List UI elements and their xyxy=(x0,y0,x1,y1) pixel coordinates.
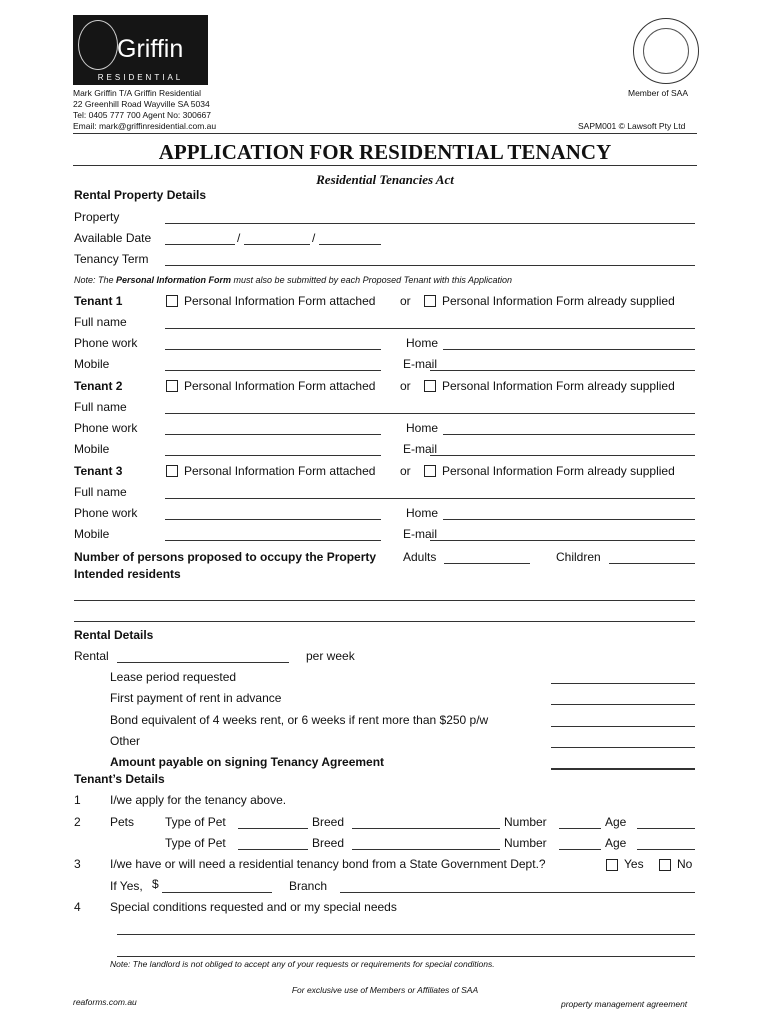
pif-note: Note: The Personal Information Form must also be submitted by each Proposed Tenant with this Application xyxy=(74,275,513,285)
email-label: E-mail xyxy=(403,442,438,456)
exclusive-use-note: For exclusive use of Members or Affiliates of SAA xyxy=(291,985,479,995)
type-of-pet-field[interactable] xyxy=(238,828,308,829)
pif-attached-label: Personal Information Form attached xyxy=(184,379,376,393)
type-of-pet-label: Type of Pet xyxy=(165,836,226,850)
bond-field[interactable] xyxy=(551,726,695,727)
item-number: 2 xyxy=(74,815,81,829)
agent-phone: Tel: 0405 777 700 Agent No: 300667 xyxy=(73,110,212,120)
first-payment-field[interactable] xyxy=(551,704,695,705)
phone-work-field[interactable] xyxy=(165,519,381,520)
full-name-field[interactable] xyxy=(165,498,695,499)
email-field[interactable] xyxy=(430,540,695,541)
dollar-sign: $ xyxy=(152,877,159,891)
apply-statement: I/we apply for the tenancy above. xyxy=(110,793,287,807)
age-field[interactable] xyxy=(637,828,695,829)
type-of-pet-field[interactable] xyxy=(238,849,308,850)
item-number: 4 xyxy=(74,900,81,914)
home-phone-field[interactable] xyxy=(443,434,695,435)
full-name-field[interactable] xyxy=(165,413,695,414)
footer-doc-name: property management agreement xyxy=(561,999,688,1009)
title-rule xyxy=(73,165,697,166)
tenants-details-heading: Tenant’s Details xyxy=(74,772,165,786)
yes-label: Yes xyxy=(624,857,644,871)
date-year-field[interactable] xyxy=(319,244,381,245)
intended-residents-field[interactable] xyxy=(74,600,695,601)
home-phone-label: Home xyxy=(406,421,439,435)
rental-details-heading: Rental Details xyxy=(74,628,154,642)
number-label: Number xyxy=(504,836,547,850)
or-label: or xyxy=(400,379,411,393)
or-label: or xyxy=(400,464,411,478)
available-date-label: Available Date xyxy=(74,231,152,245)
home-phone-field[interactable] xyxy=(443,349,695,350)
children-label: Children xyxy=(556,550,601,564)
first-payment-label: First payment of rent in advance xyxy=(110,691,282,705)
bond-label: Bond equivalent of 4 weeks rent, or 6 weeks if rent more than $250 p/w xyxy=(110,713,489,727)
pif-supplied-checkbox[interactable] xyxy=(424,295,436,307)
tenancy-term-label: Tenancy Term xyxy=(74,252,149,266)
full-name-label: Full name xyxy=(74,400,127,414)
lease-period-label: Lease period requested xyxy=(110,670,237,684)
branch-label: Branch xyxy=(289,879,328,893)
griffin-logo xyxy=(73,15,208,85)
breed-field[interactable] xyxy=(352,828,500,829)
logo-name: Griffin xyxy=(117,35,184,63)
saa-seal-icon xyxy=(633,18,699,84)
mobile-label: Mobile xyxy=(74,357,110,371)
phone-work-field[interactable] xyxy=(165,434,381,435)
special-conditions-field[interactable] xyxy=(117,956,695,957)
mobile-label: Mobile xyxy=(74,527,110,541)
pif-attached-label: Personal Information Form attached xyxy=(184,464,376,478)
date-separator: / xyxy=(237,231,241,245)
mobile-field[interactable] xyxy=(165,455,381,456)
date-separator: / xyxy=(312,231,316,245)
adults-label: Adults xyxy=(403,550,437,564)
page-subtitle: Residential Tenancies Act xyxy=(316,172,454,187)
footer-site: reaforms.com.au xyxy=(73,997,137,1007)
rental-label: Rental xyxy=(74,649,109,663)
bond-amount-field[interactable] xyxy=(162,892,272,893)
full-name-label: Full name xyxy=(74,315,127,329)
number-field[interactable] xyxy=(559,849,601,850)
header-rule xyxy=(73,133,697,134)
pif-supplied-checkbox[interactable] xyxy=(424,465,436,477)
intended-residents-field[interactable] xyxy=(74,621,695,622)
breed-label: Breed xyxy=(312,815,345,829)
branch-field[interactable] xyxy=(340,892,695,893)
type-of-pet-label: Type of Pet xyxy=(165,815,226,829)
tenant-label: Tenant 1 xyxy=(74,294,123,308)
email-field[interactable] xyxy=(430,370,695,371)
agent-name: Mark Griffin T/A Griffin Residential xyxy=(73,88,202,98)
pif-supplied-label: Personal Information Form already supplied xyxy=(442,294,675,308)
form-code: SAPM001 © Lawsoft Pty Ltd xyxy=(578,121,686,131)
per-week-label: per week xyxy=(306,649,355,663)
breed-field[interactable] xyxy=(352,849,500,850)
amount-payable-label: Amount payable on signing Tenancy Agreement xyxy=(110,755,385,769)
section-heading: Rental Property Details xyxy=(74,188,207,202)
bond-yes-checkbox[interactable] xyxy=(606,859,618,871)
agent-address: 22 Greenhill Road Wayville SA 5034 xyxy=(73,99,210,109)
date-month-field[interactable] xyxy=(244,244,310,245)
pif-supplied-checkbox[interactable] xyxy=(424,380,436,392)
property-label: Property xyxy=(74,210,120,224)
phone-work-field[interactable] xyxy=(165,349,381,350)
amount-payable-field[interactable] xyxy=(551,768,695,770)
tenancy-term-field[interactable] xyxy=(165,265,695,266)
age-label: Age xyxy=(605,815,627,829)
if-yes-label: If Yes, xyxy=(110,879,143,893)
intended-residents-label: Intended residents xyxy=(74,567,181,581)
bond-no-checkbox[interactable] xyxy=(659,859,671,871)
mobile-field[interactable] xyxy=(165,540,381,541)
email-field[interactable] xyxy=(430,455,695,456)
other-label: Other xyxy=(110,734,141,748)
no-label: No xyxy=(677,857,693,871)
agent-email: Email: mark@griffinresidential.com.au xyxy=(73,121,217,131)
children-field[interactable] xyxy=(609,563,695,564)
phone-work-label: Phone work xyxy=(74,421,138,435)
email-label: E-mail xyxy=(403,527,438,541)
or-label: or xyxy=(400,294,411,308)
age-label: Age xyxy=(605,836,627,850)
pif-attached-checkbox[interactable] xyxy=(166,295,178,307)
griffin-emblem-icon xyxy=(78,20,118,70)
date-day-field[interactable] xyxy=(165,244,235,245)
adults-field[interactable] xyxy=(444,563,530,564)
tenant-label: Tenant 2 xyxy=(74,379,123,393)
occupants-label: Number of persons proposed to occupy the Property xyxy=(74,550,377,564)
pets-label: Pets xyxy=(110,815,135,829)
email-label: E-mail xyxy=(403,357,438,371)
number-label: Number xyxy=(504,815,547,829)
pif-attached-checkbox[interactable] xyxy=(166,465,178,477)
pif-attached-checkbox[interactable] xyxy=(166,380,178,392)
member-text: Member of SAA xyxy=(628,88,688,98)
pif-supplied-label: Personal Information Form already supplied xyxy=(442,379,675,393)
landlord-disclaimer: Note: The landlord is not obliged to accept any of your requests or requirements for special conditions. xyxy=(110,959,495,969)
number-field[interactable] xyxy=(559,828,601,829)
mobile-field[interactable] xyxy=(165,370,381,371)
home-phone-label: Home xyxy=(406,506,439,520)
home-phone-label: Home xyxy=(406,336,439,350)
item-number: 3 xyxy=(74,857,81,871)
phone-work-label: Phone work xyxy=(74,336,138,350)
special-conditions-label: Special conditions requested and or my special needs xyxy=(110,900,397,914)
item-number: 1 xyxy=(74,793,81,807)
bond-question: I/we have or will need a residential tenancy bond from a State Government Dept.? xyxy=(110,857,546,871)
page-title: APPLICATION FOR RESIDENTIAL TENANCY xyxy=(158,140,612,164)
property-field[interactable] xyxy=(165,223,695,224)
rental-field[interactable] xyxy=(117,662,289,663)
phone-work-label: Phone work xyxy=(74,506,138,520)
tenant-label: Tenant 3 xyxy=(74,464,123,478)
home-phone-field[interactable] xyxy=(443,519,695,520)
lease-period-field[interactable] xyxy=(551,683,695,684)
mobile-label: Mobile xyxy=(74,442,110,456)
breed-label: Breed xyxy=(312,836,345,850)
pif-attached-label: Personal Information Form attached xyxy=(184,294,376,308)
full-name-label: Full name xyxy=(74,485,127,499)
pif-supplied-label: Personal Information Form already supplied xyxy=(442,464,675,478)
logo-subtitle: RESIDENTIAL xyxy=(97,73,184,82)
age-field[interactable] xyxy=(637,849,695,850)
full-name-field[interactable] xyxy=(165,328,695,329)
other-field[interactable] xyxy=(551,747,695,748)
special-conditions-field[interactable] xyxy=(117,934,695,935)
